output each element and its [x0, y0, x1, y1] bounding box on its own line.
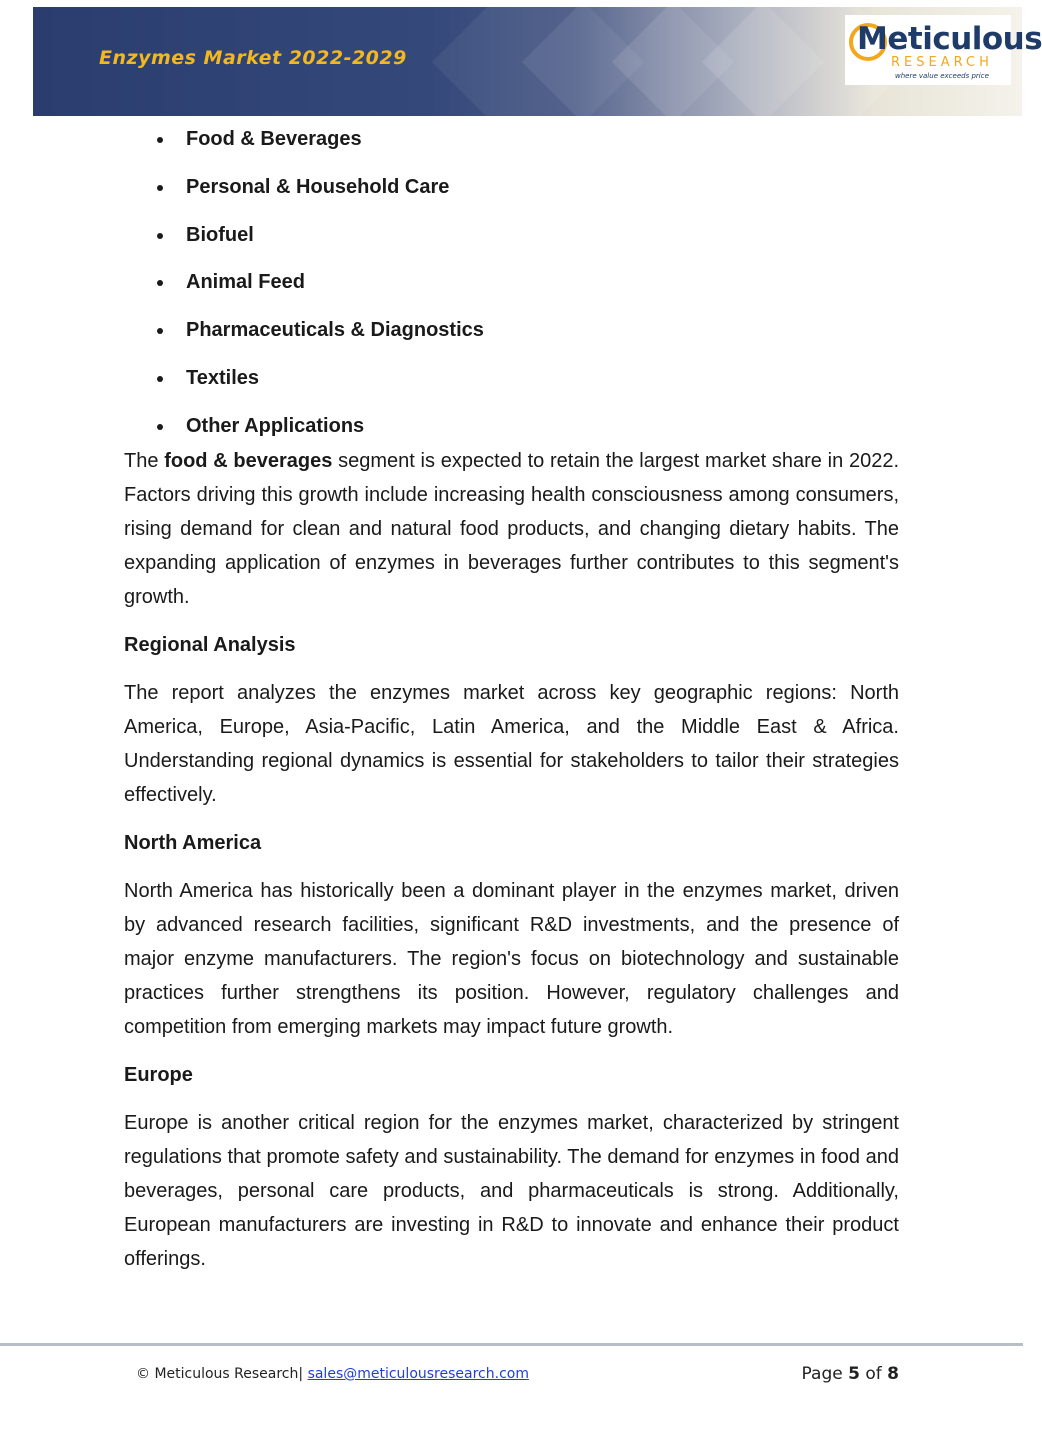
application-list [124, 122, 899, 457]
regional-analysis-heading: Regional Analysis [124, 633, 296, 656]
regional-analysis-paragraph: The report analyzes the enzymes market across key geographic regions: North America, Europe, Asia-Pacific, Latin America, and the Middle East & Africa. Understanding regional dynamics is essential for stakeholders to tailor their strategies effectively. [124, 681, 899, 806]
bullet-icon [157, 280, 163, 286]
list-item [124, 409, 899, 457]
copyright-text: © Meticulous Research| [136, 1366, 308, 1382]
bullet-icon [157, 233, 163, 239]
list-item-label: Food & Beverages [186, 128, 362, 150]
footer-copyright [136, 1366, 529, 1382]
list-item-label: Pharmaceuticals & Diagnostics [186, 319, 484, 342]
list-item-label: Other Applications [186, 414, 365, 437]
paragraph-text: segment is expected to retain the largest market share in 2022. Factors driving this growth include increasing health consciousness among consumers, rising demand for clean and natural food products, and changing dietary habits. The expanding application of enzymes in beverages further contributes to this segment's growth. [124, 449, 899, 608]
page-number [802, 1364, 899, 1384]
bullet-icon [157, 328, 163, 334]
footer-divider [0, 1343, 1023, 1346]
bullet-icon [157, 137, 163, 143]
bullet-icon [157, 185, 163, 191]
list-item-label: Textiles [186, 366, 259, 389]
list-item [124, 361, 899, 409]
list-item [124, 170, 899, 218]
europe-heading: Europe [124, 1063, 193, 1086]
europe-paragraph: Europe is another critical region for the enzymes market, characterized by stringent regulations that promote safety and sustainability. The demand for enzymes in food and beverages, personal care products, and pharmaceuticals is strong. Additionally, European manufacturers are investing in R&D to innovate and enhance their product offerings. [124, 1111, 899, 1270]
list-item [124, 313, 899, 361]
document-title: Enzymes Market 2022-2029 [99, 47, 407, 69]
paragraph-text: The [124, 449, 165, 472]
logo-wordmark: Meticulous [857, 21, 1042, 57]
logo-subtitle: RESEARCH [891, 55, 993, 70]
current-page: 5 [848, 1364, 860, 1384]
page-of-label: of [859, 1364, 888, 1384]
page-content [124, 122, 899, 1276]
email-link[interactable]: sales@meticulousresearch.com [307, 1366, 529, 1382]
list-item [124, 265, 899, 313]
page-label: Page [801, 1364, 849, 1384]
company-logo [845, 15, 1042, 85]
north-america-heading: North America [124, 831, 262, 854]
paragraph-emphasis: food & beverages [164, 449, 333, 472]
page-header [33, 7, 1042, 116]
north-america-paragraph: North America has historically been a dominant player in the enzymes market, driven by advanced research facilities, significant R&D investments, and the presence of major enzyme manufacturers. The region's focus on biotechnology and sustainable practices further strengthens its position. However, regulatory challenges and competition from emerging markets may impact future growth. [124, 879, 899, 1038]
list-item-label: Personal & Household Care [186, 175, 450, 198]
bullet-icon [157, 424, 163, 430]
list-item [124, 218, 899, 266]
total-pages: 8 [887, 1364, 899, 1384]
list-item [124, 122, 899, 170]
food-beverages-paragraph [124, 444, 899, 614]
list-item-label: Animal Feed [186, 271, 305, 294]
list-item-label: Biofuel [186, 223, 254, 246]
logo-tagline: where value exceeds price [895, 72, 989, 80]
bullet-icon [157, 376, 163, 382]
